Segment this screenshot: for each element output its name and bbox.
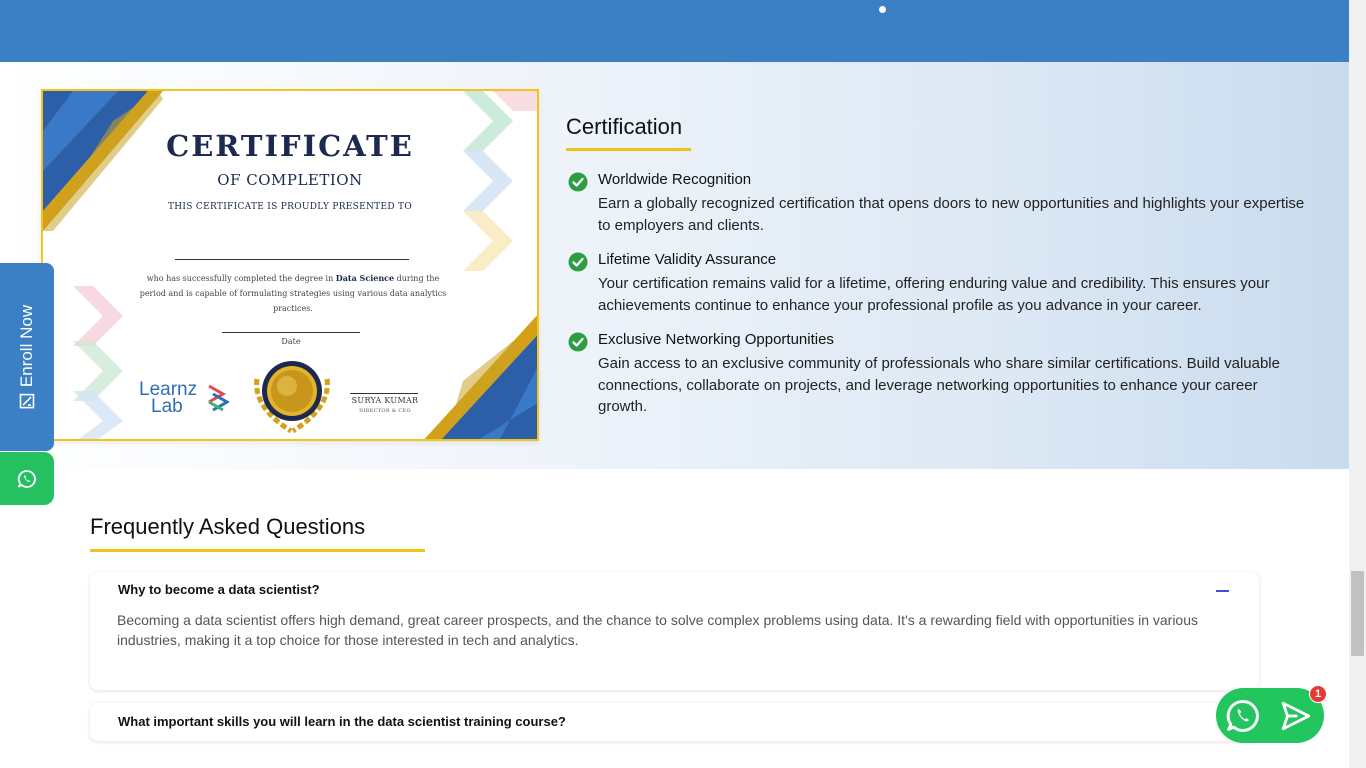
signer-role: DIRECTOR & CEO — [359, 408, 411, 414]
scrollbar-thumb[interactable] — [1351, 571, 1364, 656]
faq-item-collapsed[interactable] — [90, 703, 1259, 741]
collapse-minus-icon[interactable] — [1216, 590, 1229, 592]
check-circle-icon — [568, 172, 588, 192]
feature-description: Gain access to an exclusive community of professionals who share similar certifications. Build valuable connections, collaborate on projects, and leverage networking opportunities to enhance your career growth. — [598, 355, 1280, 415]
chat-widget[interactable] — [1216, 688, 1324, 743]
feature-description: Earn a globally recognized certification that opens doors to new opportunities and highlights your expertise to employers and clients. — [598, 195, 1305, 234]
carousel-dot[interactable] — [879, 6, 886, 13]
certificate-subtitle: OF COMPLETION — [217, 171, 363, 189]
logo-line2: Lab — [151, 396, 183, 417]
carousel-band — [0, 0, 1349, 62]
certification-heading: Certification — [566, 114, 683, 139]
faq-answer: Becoming a data scientist offers high demand, great career prospects, and the chance to solve complex problems using data. It's a rewarding field with opportunities in various industries, making it a top choice for those interested in tech and analytics. — [117, 612, 1199, 648]
certificate-presented-text: THIS CERTIFICATE IS PROUDLY PRESENTED TO — [167, 202, 413, 212]
enroll-now-content — [17, 305, 37, 409]
feature-description: Your certification remains valid for a lifetime, offering enduring value and credibility. This ensures your achievements continue to enhance your professional profile as you advance in your career. — [598, 275, 1270, 314]
certificate-body-pre: who has successfully completed the degree in — [146, 274, 336, 283]
faq-question[interactable]: What important skills you will learn in the data scientist training course? — [118, 714, 566, 729]
enroll-now-tab[interactable] — [0, 263, 54, 451]
check-circle-icon — [568, 252, 588, 272]
faq-heading-underline — [90, 549, 425, 552]
whatsapp-icon[interactable] — [1225, 698, 1261, 734]
certificate-body — [135, 271, 451, 316]
feature-title: Exclusive Networking Opportunities — [598, 331, 834, 348]
faq-question[interactable]: Why to become a data scientist? — [118, 582, 320, 597]
certificate-image — [41, 89, 539, 441]
notification-badge: 1 — [1309, 685, 1327, 703]
date-line — [222, 332, 360, 333]
date-label: Date — [281, 337, 301, 346]
signer-name: SURYA KUMAR — [351, 396, 419, 405]
recipient-name-line — [175, 259, 409, 260]
check-circle-icon — [568, 332, 588, 352]
learnzlab-logo — [139, 381, 234, 417]
enroll-form-icon — [19, 393, 35, 409]
faq-heading: Frequently Asked Questions — [90, 514, 366, 539]
gold-seal-icon — [247, 359, 337, 435]
send-icon[interactable] — [1279, 699, 1313, 733]
certificate-course: Data Science — [335, 273, 395, 283]
enroll-now-label: Enroll Now — [17, 304, 36, 388]
heading-underline — [566, 148, 691, 151]
logo-line1: Learnz — [139, 379, 198, 400]
logo-mark-icon — [207, 384, 229, 414]
faq-item-expanded[interactable] — [90, 572, 1259, 690]
certificate-body-post: during the period and is capable of formulating strategies using various data analytics practices. — [139, 274, 447, 313]
feature-title: Worldwide Recognition — [598, 171, 752, 188]
feature-title: Lifetime Validity Assurance — [598, 251, 777, 268]
signature-line — [350, 393, 418, 394]
whatsapp-tab[interactable] — [0, 452, 54, 505]
whatsapp-icon — [17, 469, 37, 489]
certificate-title: CERTIFICATE — [166, 129, 414, 163]
